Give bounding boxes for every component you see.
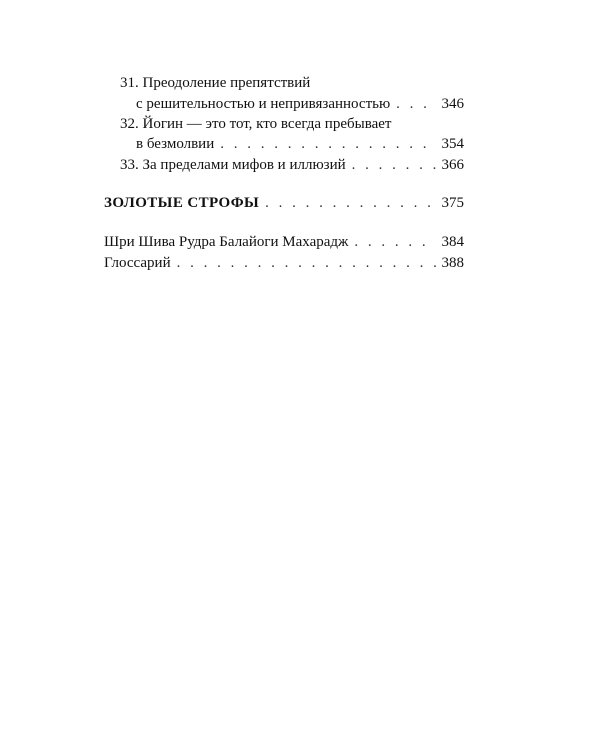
toc-entry-golden-title: ЗОЛОТЫЕ СТРОФЫ [104, 195, 260, 211]
toc-entry-golden-page: 375 [441, 195, 464, 211]
toc-entry-shri-title: Шри Шива Рудра Балайоги Махарадж [104, 234, 349, 250]
toc-entry-32-title-cont: в безмолвии [136, 136, 215, 152]
dot-leader [177, 253, 436, 273]
toc-entry-golden-stanzas [104, 193, 464, 213]
toc-entry-33 [120, 155, 464, 175]
toc-entry-glossary-title: Глоссарий [104, 255, 171, 271]
toc-entry-32-line2 [136, 134, 464, 154]
toc-entry-31-page: 346 [441, 96, 464, 112]
toc-entry-32-page: 354 [441, 136, 464, 152]
toc-entry-31-title-cont: с решительностью и непривязанностью [136, 96, 391, 112]
toc-entry-32-title: 32. Йогин — это тот, кто всегда пребывает [120, 116, 392, 132]
toc-entry-31-line2 [136, 94, 464, 114]
toc-entry-shri-shiva [104, 232, 464, 252]
dot-leader [354, 232, 435, 252]
dot-leader [220, 134, 435, 154]
toc-entry-31-title: 31. Преодоление препятствий [120, 75, 311, 91]
toc-entry-32-line1 [120, 114, 464, 134]
toc-entry-glossary [104, 253, 464, 273]
toc-entry-glossary-page: 388 [441, 255, 464, 271]
toc-entry-33-title: 33. За пределами мифов и иллюзий [120, 157, 346, 173]
toc-entry-shri-page: 384 [441, 234, 464, 250]
toc-entry-33-page: 366 [441, 157, 464, 173]
dot-leader [352, 155, 436, 175]
dot-leader [265, 193, 435, 213]
dot-leader [396, 94, 435, 114]
toc-entry-31-line1 [120, 73, 464, 93]
